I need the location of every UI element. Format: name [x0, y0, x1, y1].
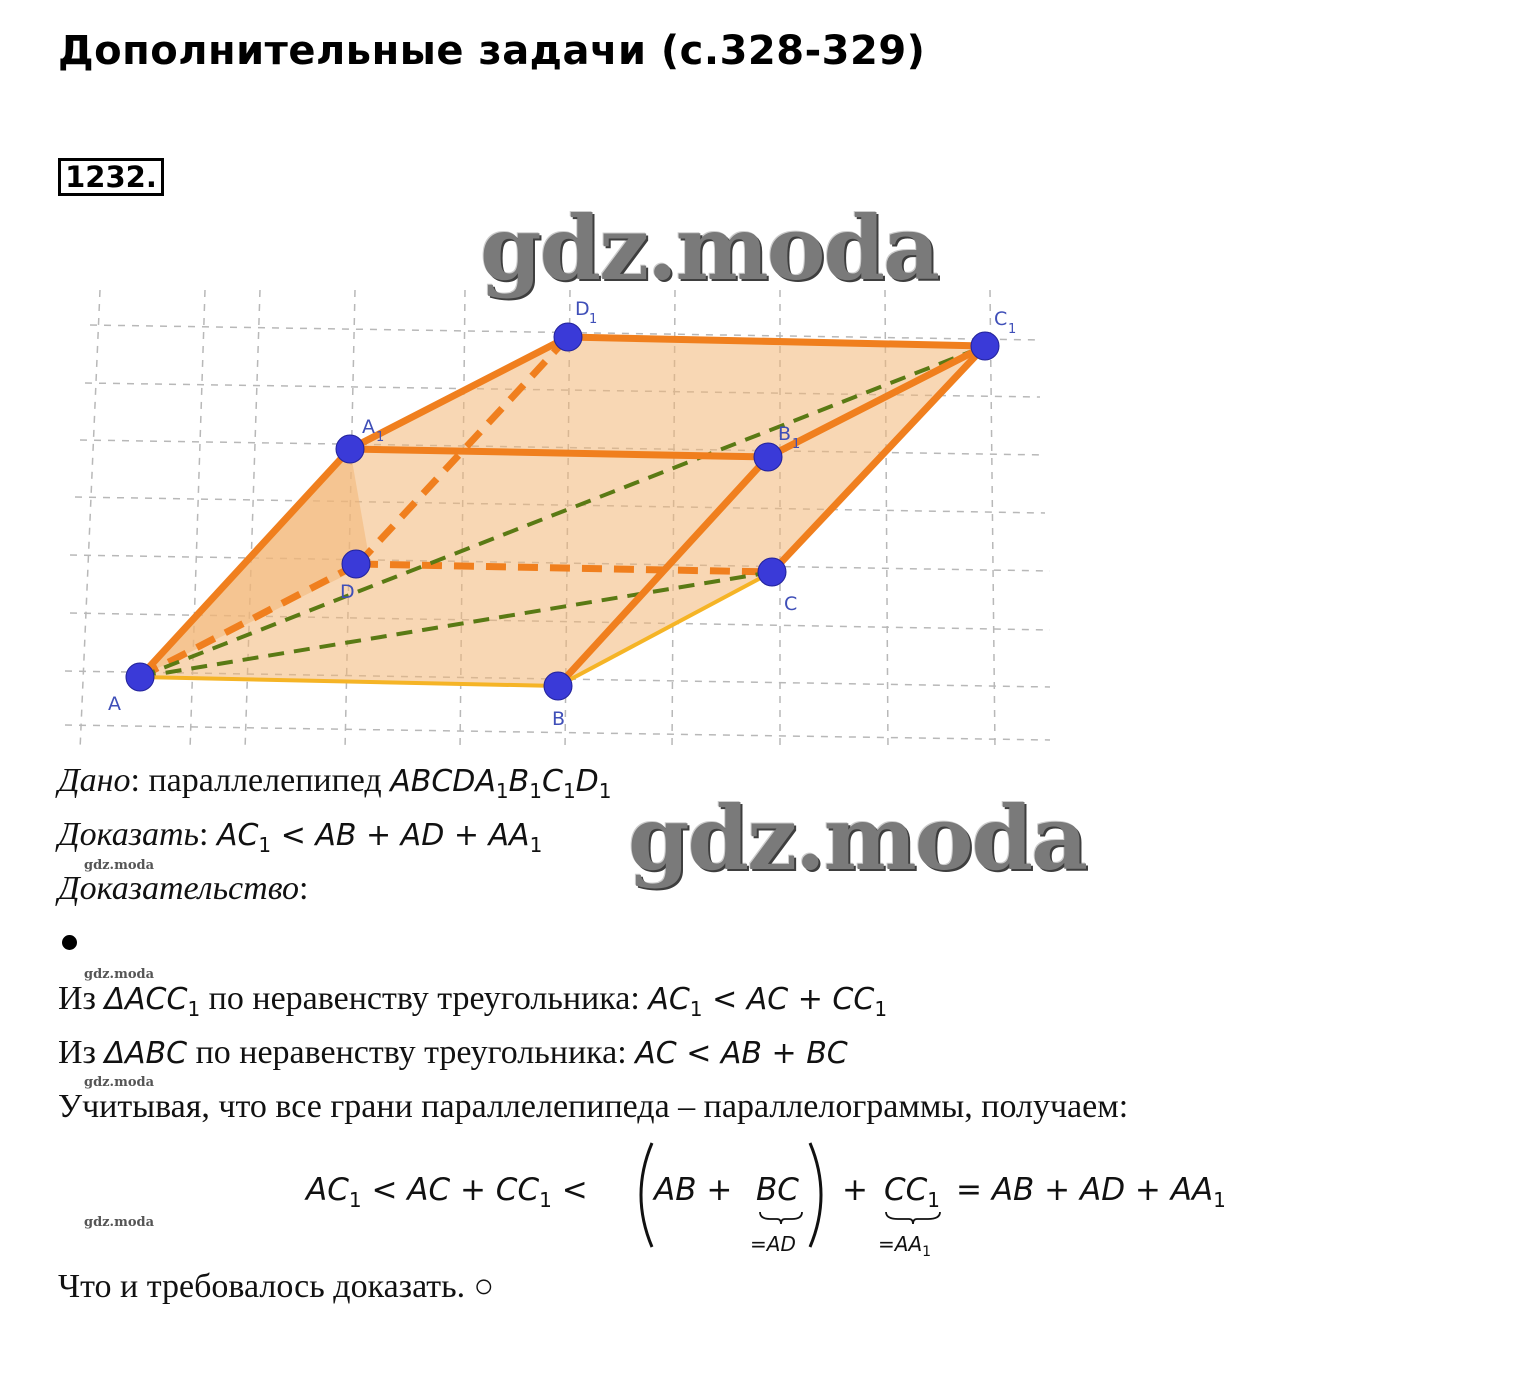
left-paren	[628, 1140, 656, 1250]
prove-colon: :	[198, 816, 217, 853]
vertex-c1	[971, 332, 999, 360]
label-c: C	[784, 593, 798, 615]
final-formula: $AC_1$ < AC + $CC_1$ < AB + BC =AD + $CC_1$ $=AA_1$ = AB + AD + $AA_1$	[306, 1140, 1306, 1260]
parallelepiped-figure	[60, 285, 1060, 755]
vertex-c	[758, 558, 786, 586]
given-line	[58, 762, 612, 803]
step1-line: Из $\Delta ACC_1$ по неравенству треугольника: $AC_1$ < AC + $CC_1$	[58, 980, 888, 1021]
given-label: Дано	[58, 762, 131, 799]
label-b1: B	[778, 423, 792, 445]
label-d1: D	[575, 298, 590, 320]
prove-line	[58, 816, 542, 857]
label-a1-sub: 1	[376, 430, 385, 445]
problem-number: 1232.	[58, 158, 164, 196]
proof-colon: :	[299, 870, 309, 907]
given-text: : параллелепипед	[130, 762, 391, 799]
watermark-middle: gdz.moda	[628, 786, 1087, 890]
label-a: A	[108, 693, 121, 715]
step2-line: Из ΔABC по неравенству треугольника: AC < AB + BC	[58, 1034, 848, 1071]
label-a1: A	[362, 416, 375, 438]
step2-triangle: ΔABC	[104, 1036, 188, 1071]
prove-label: Доказать	[58, 816, 199, 853]
label-d1-sub: 1	[589, 312, 598, 327]
right-paren	[806, 1140, 834, 1250]
vertex-a	[126, 663, 154, 691]
label-b1-sub: 1	[792, 437, 801, 452]
label-c1-sub: 1	[1008, 322, 1017, 337]
bullet-icon	[62, 935, 77, 950]
vertex-d1	[554, 323, 582, 351]
vertex-b	[544, 672, 572, 700]
brace-1	[758, 1210, 804, 1226]
watermark-small-3: gdz.moda	[84, 1075, 155, 1090]
conclusion: Что и требовалось доказать. ○	[58, 1268, 495, 1305]
label-c1: C	[994, 308, 1008, 330]
watermark-top: gdz.moda	[480, 196, 939, 300]
brace-2	[884, 1210, 942, 1226]
label-d: D	[340, 581, 355, 603]
vertex-b1	[754, 443, 782, 471]
watermark-small-4: gdz.moda	[84, 1215, 155, 1230]
vertex-a1	[336, 435, 364, 463]
step2-ineq: AC < AB + BC	[635, 1036, 848, 1071]
step3-line: Учитывая, что все грани параллелепипеда – параллелограммы, получаем:	[58, 1088, 1129, 1125]
prove-math: $AC_1$ < AB + AD + $AA_1$	[216, 818, 543, 857]
watermark-small-2: gdz.moda	[84, 967, 155, 982]
proof-line	[58, 870, 308, 908]
vertex-d	[342, 550, 370, 578]
proof-label: Доказательство	[58, 870, 300, 907]
watermark-small-1: gdz.moda	[84, 858, 155, 873]
step1-ineq: $AC_1$ < AC + $CC_1$	[648, 982, 888, 1021]
label-b: B	[552, 708, 566, 730]
page-heading: Дополнительные задачи (с.328-329)	[58, 28, 926, 74]
given-math: $ABCDA_1B_1C_1D_1$	[390, 764, 612, 803]
step1-triangle: $\Delta ACC_1$	[104, 982, 201, 1021]
